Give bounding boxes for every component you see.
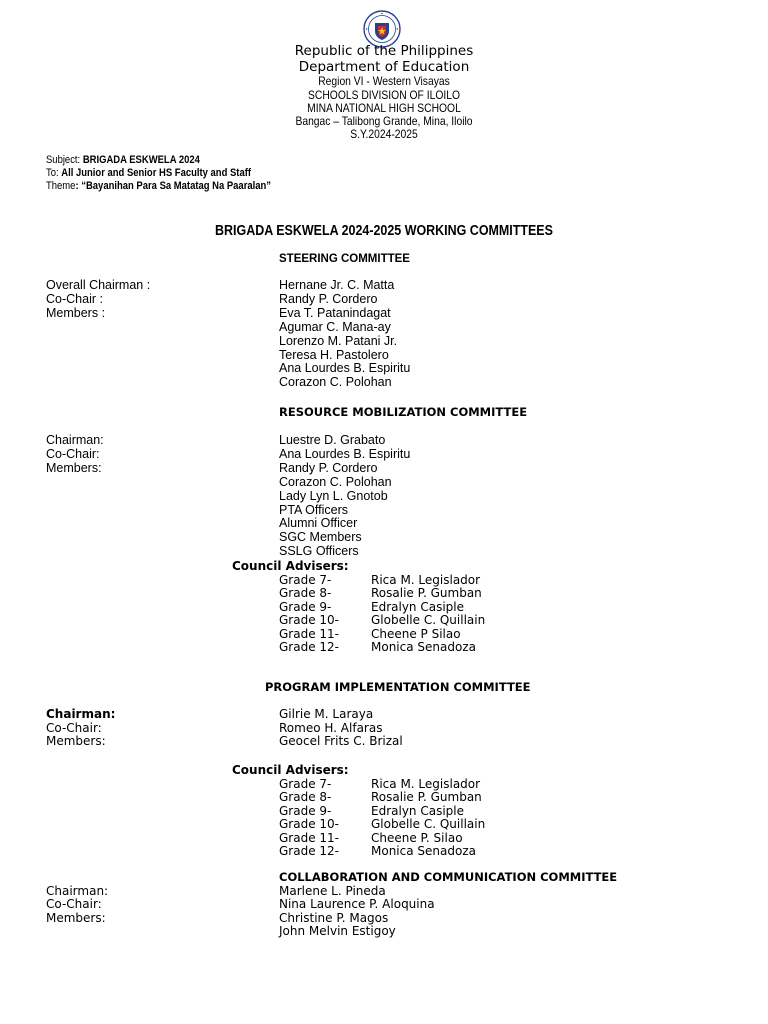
member-name: Nina Laurence P. Aloquina bbox=[279, 897, 435, 912]
memo-to-label: To: bbox=[46, 167, 62, 179]
memo-theme bbox=[46, 180, 271, 192]
steering-heading: STEERING COMMITTEE bbox=[279, 253, 410, 265]
program-heading: PROGRAM IMPLEMENTATION COMMITTEE bbox=[265, 680, 531, 694]
adviser-name: Rosalie P. Gumban bbox=[371, 790, 482, 805]
role-label: Co-Chair: bbox=[46, 446, 100, 461]
grade-label: Grade 11- bbox=[279, 626, 339, 641]
role-label: Chairman: bbox=[46, 433, 104, 447]
member-name: Eva T. Patanindagat bbox=[279, 305, 391, 320]
member-name: Gilrie M. Laraya bbox=[279, 707, 374, 721]
adviser-name: Cheene P. Silao bbox=[371, 830, 463, 845]
role-label: Members: bbox=[46, 910, 106, 925]
resource-advisers-label: Council Advisers: bbox=[232, 559, 349, 573]
member-name: Christine P. Magos bbox=[279, 910, 389, 925]
adviser-name: Cheene P Silao bbox=[371, 626, 461, 641]
role-label: Co-Chair: bbox=[46, 720, 102, 735]
member-name: Ana Lourdes B. Espiritu bbox=[279, 446, 411, 461]
header-department: Department of Education bbox=[298, 59, 470, 75]
header-school: MINA NATIONAL HIGH SCHOOL bbox=[307, 101, 461, 115]
grade-label: Grade 11- bbox=[279, 830, 339, 845]
memo-subject bbox=[46, 154, 200, 166]
member-name: SGC Members bbox=[279, 530, 362, 545]
role-label: Members: bbox=[46, 734, 106, 749]
member-name: Teresa H. Pastolero bbox=[279, 347, 389, 362]
header-republic: Republic of the Philippines bbox=[294, 43, 474, 59]
resource-heading: RESOURCE MOBILIZATION COMMITTEE bbox=[279, 405, 528, 419]
role-label: Overall Chairman : bbox=[46, 278, 151, 292]
role-label: Co-Chair: bbox=[46, 897, 102, 912]
member-name: Randy P. Cordero bbox=[279, 291, 378, 306]
adviser-name: Rica M. Legislador bbox=[371, 573, 481, 587]
grade-label: Grade 8- bbox=[279, 790, 332, 805]
collab-heading: COLLABORATION AND COMMUNICATION COMMITTEE bbox=[279, 870, 618, 884]
member-name: Geocel Frits C. Brizal bbox=[279, 734, 403, 749]
role-label: Members: bbox=[46, 460, 102, 475]
role-label: Chairman: bbox=[46, 884, 109, 898]
member-name: SSLG Officers bbox=[279, 544, 359, 559]
document-title: BRIGADA ESKWELA 2024-2025 WORKING COMMITTEES bbox=[215, 223, 553, 239]
member-name: Alumni Officer bbox=[279, 516, 358, 531]
grade-label: Grade 12- bbox=[279, 640, 339, 654]
header-division: SCHOOLS DIVISION OF ILOILO bbox=[308, 88, 460, 102]
memo-to-value: All Junior and Senior HS Faculty and Staff bbox=[61, 167, 252, 179]
member-name: Randy P. Cordero bbox=[279, 460, 378, 475]
memo-to bbox=[46, 167, 251, 179]
grade-label: Grade 9- bbox=[279, 803, 332, 818]
memo-subject-label: Subject: bbox=[46, 154, 83, 166]
member-name: John Melvin Estigoy bbox=[279, 924, 396, 939]
adviser-name: Globelle C. Quillain bbox=[371, 613, 486, 628]
member-name: Corazon C. Polohan bbox=[279, 474, 392, 489]
grade-label: Grade 10- bbox=[279, 817, 339, 832]
memo-subject-value: BRIGADA ESKWELA 2024 bbox=[82, 154, 200, 166]
program-advisers-label: Council Advisers: bbox=[232, 763, 349, 777]
role-label: Co-Chair : bbox=[46, 291, 103, 306]
member-name: Luestre D. Grabato bbox=[279, 433, 386, 447]
member-name: Lorenzo M. Patani Jr. bbox=[279, 333, 398, 348]
member-name: PTA Officers bbox=[279, 502, 349, 517]
member-name: Romeo H. Alfaras bbox=[279, 720, 383, 735]
adviser-name: Globelle C. Quillain bbox=[371, 817, 486, 832]
memo-theme-label: Theme bbox=[46, 180, 76, 192]
header-region: Region VI - Western Visayas bbox=[318, 74, 450, 88]
member-name: Marlene L. Pineda bbox=[279, 884, 386, 898]
grade-label: Grade 9- bbox=[279, 599, 332, 614]
header-school-year: S.Y.2024-2025 bbox=[350, 127, 418, 141]
adviser-name: Edralyn Casiple bbox=[371, 803, 464, 818]
grade-label: Grade 7- bbox=[279, 777, 332, 791]
grade-label: Grade 10- bbox=[279, 613, 339, 628]
member-name: Corazon C. Polohan bbox=[279, 375, 392, 390]
grade-label: Grade 7- bbox=[279, 573, 332, 587]
member-name: Lady Lyn L. Gnotob bbox=[279, 488, 388, 503]
member-name: Hernane Jr. C. Matta bbox=[279, 278, 395, 292]
member-name: Ana Lourdes B. Espiritu bbox=[279, 361, 411, 376]
role-label: Members : bbox=[46, 305, 106, 320]
role-label: Chairman: bbox=[46, 707, 116, 721]
adviser-name: Monica Senadoza bbox=[371, 844, 476, 858]
adviser-name: Edralyn Casiple bbox=[371, 599, 464, 614]
header-address: Bangac – Talibong Grande, Mina, Iloilo bbox=[295, 114, 473, 128]
grade-label: Grade 12- bbox=[279, 844, 339, 858]
memo-theme-value: : “Bayanihan Para Sa Matatag Na Paaralan” bbox=[75, 180, 272, 192]
adviser-name: Rosalie P. Gumban bbox=[371, 586, 482, 601]
member-name: Agumar C. Mana-ay bbox=[279, 319, 391, 334]
adviser-name: Monica Senadoza bbox=[371, 640, 476, 654]
adviser-name: Rica M. Legislador bbox=[371, 777, 481, 791]
grade-label: Grade 8- bbox=[279, 586, 332, 601]
